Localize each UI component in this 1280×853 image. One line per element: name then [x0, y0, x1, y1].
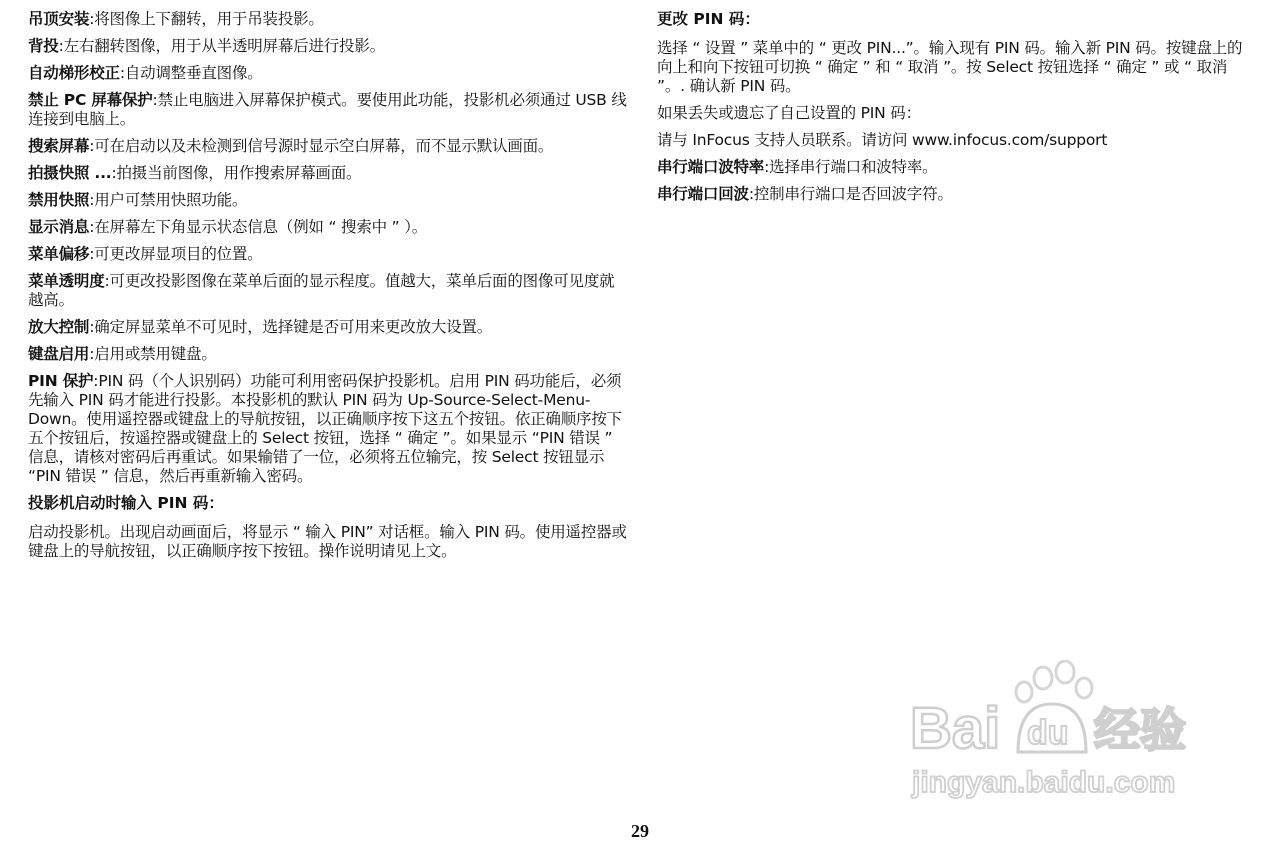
- setting-pin-protection: [28, 372, 628, 486]
- term: 键盘启用: [28, 345, 90, 363]
- sep: :: [89, 137, 95, 155]
- baidu-paw-logo-icon: [900, 660, 1210, 810]
- term: 禁用快照: [28, 191, 90, 209]
- term: 吊顶安装: [28, 10, 90, 28]
- sep: :: [89, 245, 95, 263]
- lost-pin-note: 如果丢失或遗忘了自己设置的 PIN 码：: [657, 104, 921, 122]
- support-contact: 请与 InFocus 支持人员联系。请访问 www.infocus.com/support: [657, 131, 1108, 149]
- term: 禁止 PC 屏幕保护: [28, 91, 153, 109]
- sep: :: [89, 218, 95, 236]
- sep: :: [58, 37, 64, 55]
- right-column: [657, 10, 1257, 212]
- term: 自动梯形校正: [28, 64, 120, 82]
- setting-menu-transparency: [28, 272, 628, 310]
- watermark-url: jingyan.baidu.com: [912, 766, 1176, 799]
- setting-keypad-enable: [28, 345, 628, 364]
- term: 背投: [28, 37, 59, 55]
- term: 串行端口波特率: [657, 158, 765, 176]
- change-pin-instructions: 选择 “ 设置 ” 菜单中的 “ 更改 PIN...”。输入现有 PIN 码。输入新 PIN 码。按键盘上的向上和向下按钮可切换 “ 确定 ” 和 “ 取消 ”。按 Select 按钮选择 “ 确定 ” 或 “ 取消 ”。. 确认新 PIN 码。: [657, 39, 1243, 95]
- enter-pin-instructions: 启动投影机。出现启动画面后，将显示 “ 输入 PIN” 对话框。输入 PIN 码。使用遥控器或键盘上的导航按钮，以正确顺序按下按钮。操作说明请见上文。: [28, 523, 627, 560]
- sep: :: [93, 372, 99, 390]
- sep: :: [748, 185, 754, 203]
- sep: :: [104, 272, 110, 290]
- sep: :: [152, 91, 158, 109]
- desc: 可更改投影图像在菜单后面的显示程度。值越大，菜单后面的图像可见度就越高。: [28, 272, 615, 309]
- sep: :: [764, 158, 770, 176]
- desc: 可在启动以及未检测到信号源时显示空白屏幕，而不显示默认画面。: [94, 137, 554, 155]
- setting-search-screen: [28, 137, 628, 156]
- desc: 拍摄当前图像，用作搜索屏幕画面。: [116, 164, 362, 182]
- term: 菜单透明度: [28, 272, 105, 290]
- desc: 可更改屏显项目的位置。: [94, 245, 263, 263]
- sep: :: [111, 164, 117, 182]
- desc: 启用或禁用键盘。: [94, 346, 217, 363]
- desc: 选择串行端口和波特率。: [769, 158, 938, 176]
- setting-auto-keystone: [28, 64, 628, 83]
- sep: :: [89, 318, 95, 336]
- setting-display-messages: [28, 218, 628, 237]
- term: PIN 保护: [28, 372, 94, 390]
- sep: :: [119, 64, 125, 82]
- setting-serial-echo: [657, 185, 1257, 204]
- baidu-jingyan-watermark: [900, 660, 1210, 810]
- setting-menu-offset: [28, 245, 628, 264]
- setting-ceiling-mount: [28, 10, 628, 29]
- left-column: [28, 10, 628, 569]
- setting-rear-projection: [28, 37, 628, 56]
- watermark-product: 经验: [1094, 703, 1186, 757]
- term: 串行端口回波: [657, 185, 749, 203]
- setting-capture-snapshot: [28, 164, 628, 183]
- desc: 用户可禁用快照功能。: [94, 191, 248, 209]
- desc: PIN 码（个人识别码）功能可利用密码保护投影机。启用 PIN 码功能后，必须先输入 PIN 码才能进行投影。本投影机的默认 PIN 码为 Up-Source-Select-Menu-Down。使用遥控器或键盘上的导航按钮，以正确顺序按下这五个按钮。依正确顺序按下五个按钮后，按遥控器或键盘上的 Select 按钮，选择 “ 确定 ”。如果显示 “PIN 错误 ” 信息，请核对密码后再重试。如果输错了一位，必须将五位输完，按 Select 按钮显示 “PIN 错误 ” 信息，然后再重新输入密码。: [28, 372, 622, 485]
- section-heading-change-pin: 更改 PIN 码：: [657, 10, 760, 28]
- watermark-brand: Bai: [910, 696, 1001, 761]
- term: 显示消息: [28, 218, 90, 236]
- term: 拍摄快照 ...: [28, 164, 112, 182]
- setting-zoom-control: [28, 318, 628, 337]
- setting-serial-baud: [657, 158, 1257, 177]
- sep: :: [89, 191, 95, 209]
- sep: :: [89, 10, 95, 28]
- term: 搜索屏幕: [28, 137, 90, 155]
- desc: 左右翻转图像，用于从半透明屏幕后进行投影。: [63, 37, 385, 55]
- watermark-paw: du: [1027, 714, 1069, 752]
- page-number: 29: [631, 821, 649, 841]
- term: 放大控制: [28, 318, 90, 336]
- desc: 禁止电脑进入屏幕保护模式。要使用此功能，投影机必须通过 USB 线连接到电脑上。: [28, 91, 627, 128]
- desc: 在屏幕左下角显示状态信息（例如 “ 搜索中 ” ）。: [94, 218, 428, 236]
- desc: 将图像上下翻转，用于吊装投影。: [94, 10, 324, 28]
- setting-disable-snapshot: [28, 191, 628, 210]
- term: 菜单偏移: [28, 245, 90, 263]
- desc: 自动调整垂直图像。: [124, 64, 263, 82]
- setting-disable-screensaver: [28, 91, 628, 129]
- section-heading-enter-pin: 投影机启动时输入 PIN 码：: [28, 494, 224, 512]
- desc: 确定屏显菜单不可见时，选择键是否可用来更改放大设置。: [94, 318, 493, 336]
- sep: :: [89, 345, 95, 363]
- desc: 控制串行端口是否回波字符。: [753, 185, 953, 203]
